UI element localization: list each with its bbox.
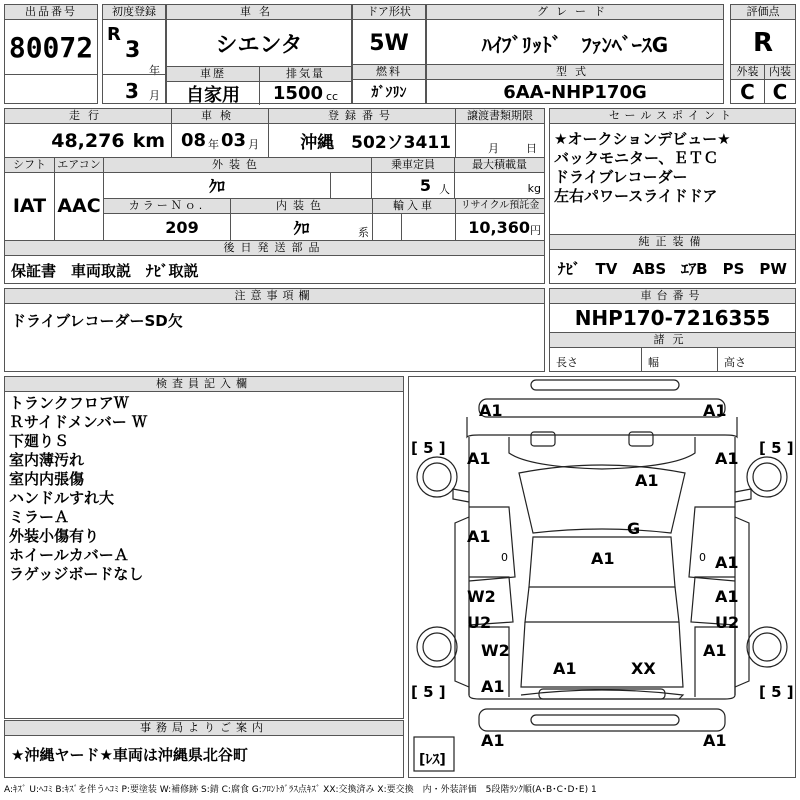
door-label: ドア形状: [353, 5, 425, 20]
car-diagram-svg: [409, 377, 795, 777]
spec-label: 諸元: [550, 332, 795, 348]
damage-mark: A1: [467, 449, 491, 468]
tire-tread-bracket: [ 5 ]: [759, 439, 794, 457]
inspection-label: 車検: [172, 109, 268, 124]
model-box: [426, 64, 724, 104]
history-label: 車歴: [167, 67, 259, 82]
damage-mark: W2: [467, 587, 496, 606]
door-type: 5W: [369, 30, 409, 56]
int-color-unit: 系: [358, 226, 369, 239]
inspector-line: Ｒサイドメンバー Ｗ: [9, 413, 147, 431]
recycle-fee: 10,360: [468, 217, 530, 237]
era: R: [107, 24, 121, 45]
first-registration-label: 初度登録: [103, 5, 165, 20]
equipment-label: 純正装備: [550, 235, 795, 250]
int-color-label: 内装色: [231, 199, 372, 214]
inspector-line: 下廻りＳ: [9, 432, 70, 450]
tire-tread-bracket: [ 5 ]: [759, 683, 794, 701]
inspector-line: ラゲッジボードなし: [9, 565, 144, 583]
fuel-label: 燃料: [353, 65, 425, 80]
inspector-line: ハンドルすれ大: [9, 489, 115, 507]
displacement-label: 排気量: [260, 67, 351, 82]
max-load-label: 最大積載量: [455, 158, 544, 173]
width-label: 幅: [642, 348, 718, 372]
car-name-box: [166, 4, 352, 104]
inspector-box: [4, 376, 404, 719]
ext-color-label: 外装色: [104, 158, 371, 173]
model-label: 型式: [427, 65, 723, 80]
later-parts: 保証書 車両取説 ﾅﾋﾞ取説: [11, 262, 199, 280]
height-label: 高さ: [724, 356, 746, 369]
exterior-grade: C: [740, 80, 755, 104]
month-unit: 月: [149, 89, 160, 102]
damage-mark: U2: [467, 613, 492, 632]
mileage-unit: km: [132, 129, 165, 152]
sales-point-line: バックモニター、ＥＴＣ: [554, 149, 719, 167]
damage-mark: A1: [479, 401, 503, 420]
fuel: ｶﾞｿﾘﾝ: [371, 85, 407, 101]
tire-tread-bracket: [ 5 ]: [411, 439, 446, 457]
notes-box: [4, 288, 545, 372]
transfer-month-unit: 月: [488, 142, 499, 155]
recycle-label: リサイクル預託金: [456, 199, 544, 214]
car-name-label: 車名: [167, 5, 351, 20]
int-color: ｸﾛ: [293, 218, 310, 238]
score-box: [730, 4, 796, 66]
damage-mark: A1: [715, 449, 739, 468]
vehicle-detail-block: [4, 108, 545, 284]
office-box: [4, 720, 404, 778]
lot-number-label: 出品番号: [5, 5, 97, 20]
grade-box: [426, 4, 724, 66]
shift-label: シフト: [5, 158, 54, 173]
rear-bumper-inner: [479, 709, 725, 731]
score: R: [752, 28, 774, 58]
chassis-label: 車台番号: [550, 289, 795, 304]
chassis-box: [549, 288, 796, 372]
tire-tread-bracket: [ 5 ]: [411, 683, 446, 701]
damage-mark: A1: [715, 553, 739, 572]
hood-vent-right: [629, 432, 653, 446]
exterior-label: 外装: [731, 65, 764, 80]
transfer-day-unit: 日: [526, 142, 537, 155]
front-bumper-outline: [531, 380, 679, 390]
shift: IAT: [12, 195, 47, 217]
registration-month: 3: [125, 79, 139, 103]
damage-mark: A1: [481, 731, 505, 750]
damage-mark: A1: [703, 401, 727, 420]
damage-mark: A1: [553, 659, 577, 678]
inspector-line: 外装小傷有り: [9, 527, 100, 545]
later-parts-label: 後日発送部品: [5, 241, 544, 256]
inspection-year: 08: [180, 130, 206, 151]
capacity: 5: [419, 176, 431, 195]
capacity-unit: 人: [439, 182, 450, 196]
displacement-unit: cc: [326, 90, 339, 103]
front-outline: [467, 417, 737, 437]
door-box: [352, 4, 426, 66]
mirror-right: [735, 489, 751, 502]
color-no: 209: [165, 217, 199, 237]
inspector-line: ミラーＡ: [9, 508, 70, 526]
legend: A:ｷｽﾞ U:ﾍｺﾐ B:ｷｽﾞを伴うﾍｺﾐ P:要塗装 W:補修跡 S:錆 C:腐食 G:ﾌﾛﾝﾄｶﾞﾗｽ点ｷｽﾞ XX:交換済み X:要交換 内・外装評価 5段階ﾗﾝｸ順(A･B･C･D･E) 1: [4, 785, 597, 795]
color-no-label: カラーＮｏ.: [104, 199, 230, 214]
sales-point-line: 左右パワースライドドア: [554, 187, 718, 205]
damage-mark: A1: [635, 471, 659, 490]
chassis-number: NHP170-7216355: [574, 306, 771, 330]
marker-zero: 0: [699, 551, 706, 564]
plate-label: 登録番号: [269, 109, 455, 124]
lot-number: 80072: [8, 30, 94, 64]
grade: ﾊｲﾌﾞﾘｯﾄﾞ ﾌｧﾝﾍﾞｰｽG: [481, 32, 669, 57]
rear-roof: [521, 622, 683, 687]
inspection-year-unit: 年: [208, 137, 219, 151]
lot-number-box: [4, 4, 98, 104]
spare-bracket: [ﾚｽ]: [419, 752, 446, 768]
sales-point-box: [549, 108, 796, 284]
windshield: [519, 465, 685, 533]
car-name: シエンタ: [215, 32, 303, 58]
hood-vent-left: [531, 432, 555, 446]
interior-grade: C: [772, 80, 788, 104]
inspector-line: ホイールカバーＡ: [9, 546, 129, 564]
interior-label: 内装: [765, 65, 795, 80]
grade-label: グレード: [427, 5, 723, 20]
tailgate: [521, 690, 683, 699]
first-registration-box: [102, 4, 166, 104]
damage-mark: U2: [715, 613, 740, 632]
length-label: 長さ: [550, 348, 642, 372]
ext-color: ｸﾛ: [104, 173, 331, 198]
fuel-box: [352, 64, 426, 104]
damage-mark: A1: [467, 527, 491, 546]
interior-exterior-grade-box: [730, 64, 796, 104]
transfer-deadline-label: 譲渡書類期限: [456, 109, 544, 124]
damage-mark: A1: [481, 677, 505, 696]
notes: ドライブレコーダーSD欠: [11, 312, 183, 330]
office-notice: ★沖縄ヤード★車両は沖縄県北谷町: [11, 746, 248, 764]
mirror-left: [453, 489, 469, 502]
inspector-label: 検査員記入欄: [5, 377, 403, 392]
inspector-line: 室内内張傷: [9, 470, 85, 488]
damage-mark: A1: [715, 587, 739, 606]
office-label: 事務局よりご案内: [5, 721, 403, 736]
inspector-line: 室内薄汚れ: [9, 451, 85, 469]
plate-number: 沖縄 502ソ3411: [300, 133, 451, 153]
notes-label: 注意事項欄: [5, 289, 544, 304]
year-unit: 年: [149, 64, 160, 77]
sales-point-line: ドライブレコーダー: [554, 168, 688, 186]
damage-mark: A1: [703, 731, 727, 750]
equipment: ﾅﾋﾞ TV ABS ｴｱB PS PW: [558, 260, 787, 278]
marker-zero: 0: [501, 551, 508, 564]
model: 6AA-NHP170G: [503, 81, 647, 103]
mileage-label: 走行: [5, 109, 171, 124]
rear-step: [531, 715, 679, 725]
damage-mark: XX: [631, 659, 656, 678]
right-rear-arch: [695, 627, 735, 697]
front-bumper-inner: [479, 399, 725, 417]
aircon-label: エアコン: [55, 158, 103, 173]
capacity-label: 乗車定員: [372, 158, 454, 173]
damage-mark: A1: [591, 549, 615, 568]
import-label: 輸入車: [373, 199, 455, 214]
sales-point-line: ★オークションデビュー★: [554, 130, 731, 148]
displacement: 1500: [272, 83, 323, 104]
max-load-unit: kg: [527, 182, 541, 195]
sales-point-label: セールスポイント: [550, 109, 795, 124]
inspection-month: 03: [221, 130, 247, 151]
inspector-line: トランクフロアＷ: [9, 394, 129, 412]
damage-mark: W2: [481, 641, 510, 660]
b-pillar: [525, 587, 679, 622]
hood: [509, 437, 695, 469]
damage-mark: A1: [703, 641, 727, 660]
damage-diagram: [408, 376, 796, 778]
recycle-unit: 円: [530, 224, 541, 237]
inspection-month-unit: 月: [248, 137, 260, 151]
history: 自家用: [186, 84, 240, 106]
damage-mark: G: [627, 519, 641, 538]
aircon: AAC: [57, 195, 101, 217]
registration-year: 3: [125, 38, 141, 63]
score-label: 評価点: [731, 5, 795, 20]
mileage: 48,276: [51, 129, 125, 152]
